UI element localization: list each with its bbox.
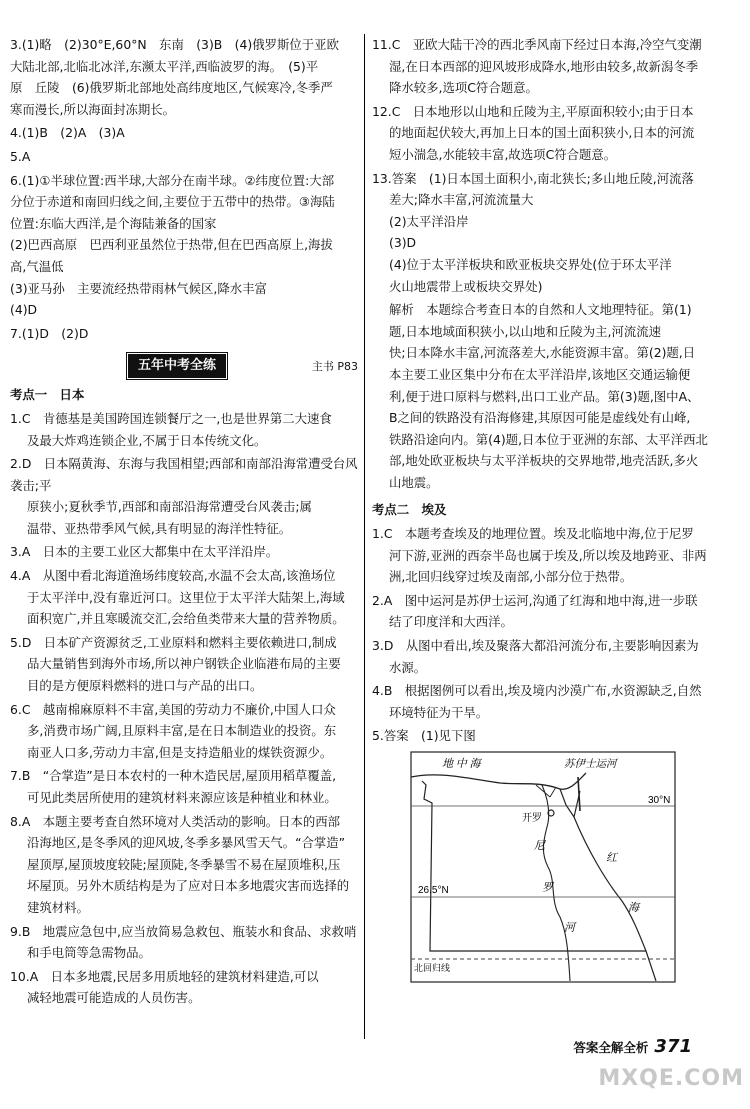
text-line: 5.D 日本矿产资源贫乏,工业原料和燃料主要依赖进口,制成 [10, 634, 337, 650]
answer-q5-egypt: 5.答案 (1)见下图 [372, 728, 476, 744]
text-line: 面积宽广,并且寒暖流交汇,会给鱼类带来大量的营养物质。 [27, 611, 345, 627]
egypt-answer-list [372, 523, 710, 723]
text-line: 原狭小;夏秋季节,西部和南部沿海常遭受台风袭击;属 [27, 499, 312, 515]
answer-q6: 6.(1)①半球位置:西半球,大部分在南半球。②纬度位置:大部 分位于赤道和南回归线之间,主要位于五带中的热带。③海陆 位置:东临大西洋,是个海陆兼备的国家 (2)巴西高原 巴西利亚虽然位于热带,但在巴西高原上,海拔 高,气温低 (3)亚马孙 主要流经热带雨林气候区,降水丰富 (4)D [10, 172, 335, 318]
egypt-map-svg [410, 751, 678, 987]
text-line: 环境特征为干旱。 [389, 704, 489, 720]
text-line: 原 丘陵 (6)俄罗斯北部地处高纬度地区,气候寒冷,冬季严 [10, 80, 333, 96]
answer-item [10, 632, 358, 697]
egypt-map [410, 751, 678, 987]
text-line: 建筑材料。 [27, 899, 89, 915]
watermark: MXQE.COM [598, 1066, 744, 1091]
text-line: 屋顶厚,屋顶坡度较陡;屋顶陡,冬季暴雪不易在屋顶堆积,压 [27, 856, 341, 872]
text-line: 3.A 日本的主要工业区大都集中在太平洋沿岸。 [10, 544, 279, 560]
text-line: 7.B “合掌造”是日本农村的一种木造民居,屋顶用稻草覆盖, [10, 768, 337, 784]
text-line: 10.A 日本多地震,民居多用质地轻的建筑材料建造,可以 [10, 968, 319, 984]
map-label-red-1: 红 [606, 852, 617, 864]
text-line: 3.(1)略 (2)30°E,60°N 东南 (3)B (4)俄罗斯位于亚欧 [10, 37, 339, 52]
text-line: 2.A 图中运河是苏伊士运河,沟通了红海和地中海,进一步联 [372, 592, 698, 608]
section-heading-japan: 考点一 日本 [10, 387, 85, 403]
text-line: 可见此类居所使用的建筑材料来源应该是种植业和林业。 [27, 790, 337, 805]
text-line: 4.B 根据图例可以看出,埃及境内沙漠广布,水资源缺乏,自然 [372, 683, 702, 699]
text-line: 8.A 本题主要考查自然环境对人类活动的影响。日本的西部 [10, 813, 341, 829]
answer-q13: 13.答案 (1)日本国土面积小,南北狭长;多山地丘陵,河流落 差大;降水丰富,河流流量大 (2)太平洋沿岸 (3)D (4)位于太平洋板块和欧亚板块交界处(位于环太平洋 火山地震带上或板块交界处) [372, 170, 694, 294]
column-divider [364, 34, 365, 1039]
text-line: 9.B 地震应急包中,应当放简易急救包、瓶装水和食品、求救哨 [10, 923, 357, 939]
answer-item [10, 966, 358, 1009]
page-footer [573, 1036, 692, 1057]
book-page-reference: 主书 P83 [311, 360, 358, 374]
answer-item [10, 921, 358, 964]
text-line: 及最大炸鸡连锁企业,不属于日本传统文化。 [27, 432, 267, 448]
text-line: 河下游,亚洲的西奈半岛也属于埃及,所以埃及地跨亚、非两 [389, 547, 707, 563]
answer-item [372, 523, 710, 588]
section-banner-row [10, 352, 358, 378]
text-line: 洲,北回归线穿过埃及南部,小部分位于热带。 [389, 569, 633, 585]
section-banner: 五年中考全练 [128, 354, 226, 378]
mediterranean-coastline [411, 773, 586, 789]
red-sea-coastline [574, 817, 656, 981]
text-line: 目的是方便原料燃料的进口与产品的出口。 [27, 678, 263, 694]
text-line: 1.C 肯德基是美国跨国连锁餐厅之一,也是世界第二大速食 [10, 410, 332, 426]
answer-item [372, 635, 710, 678]
answer-q3 [10, 34, 358, 120]
text-line: 3.D 从图中看出,埃及聚落大都沿河流分布,主要影响因素为 [372, 638, 699, 654]
map-label-nile-2: 罗 [542, 882, 553, 894]
map-label-suez: 苏伊士运河 [564, 759, 617, 770]
text-line: 坏屋顶。另外木质结构是为了应对日本多地震灾害而选择的 [27, 878, 350, 894]
map-label-nile-3: 河 [564, 922, 575, 934]
answer-item [10, 765, 358, 808]
text-line: 4.A 从图中看北海道渔场纬度较高,水温不会太高,该渔场位 [10, 568, 336, 584]
text-line: 寒而漫长,所以海面封冻期长。 [10, 101, 176, 117]
footer-label: 答案全解全析 [573, 1040, 649, 1055]
sinai-outline [560, 789, 580, 817]
japan-answer-list [10, 408, 358, 1009]
section-heading-egypt: 考点二 埃及 [372, 502, 447, 518]
answer-item [10, 565, 358, 630]
map-label-mediterranean: 地 中 海 [442, 758, 481, 770]
map-label-nile-1: 尼 [534, 840, 545, 852]
text-line: 6.C 越南棉麻原料不丰富,美国的劳动力不廉价,中国人口众 [10, 701, 336, 717]
answer-q11: 11.C 亚欧大陆干冷的西北季风南下经过日本海,冷空气变潮 湿,在日本西部的迎风坡形成降水,地形由较多,故新潟冬季 降水较多,选项C符合题意。 [372, 37, 702, 96]
text-line: 2.D 日本隔黄海、东海与我国相望;西部和南部沿海常遭受台风袭击;平 [10, 456, 358, 493]
answer-item [10, 699, 358, 764]
answer-q5: 5.A [10, 148, 31, 164]
answer-item [10, 541, 358, 563]
answer-item [10, 408, 358, 451]
text-line: 品大量销售到海外市场,所以神户钢铁企业临港布局的主要 [27, 656, 341, 672]
page-number: 371 [654, 1036, 692, 1057]
text-line: 1.C 本题考查埃及的地理位置。埃及北临地中海,位于尼罗 [372, 526, 694, 542]
answer-item [372, 590, 710, 633]
answer-item [10, 453, 358, 539]
text-line: 减轻地震可能造成的人员伤害。 [27, 990, 201, 1006]
answer-item [372, 680, 710, 723]
map-label-tropic: 北回归线 [414, 963, 451, 973]
left-column [10, 34, 358, 1011]
text-line: 多,消费市场广阔,且原料丰富,是在日本制造业的投资。东 [27, 723, 337, 739]
text-line: 大陆北部,北临北冰洋,东濒太平洋,西临波罗的海。 (5)平 [10, 58, 319, 74]
text-line: 温带、亚热带季风气候,具有明显的海洋性特征。 [27, 520, 292, 536]
text-line: 结了印度洋和大西洋。 [389, 614, 513, 630]
answer-item [10, 811, 358, 919]
text-line: 和手电筒等急需物品。 [27, 945, 151, 961]
map-label-red-2: 海 [628, 902, 639, 914]
map-label-cairo: 开罗 [522, 813, 542, 824]
text-line: 南亚人口多,劳动力丰富,但是支持造船业的煤铁资源少。 [27, 744, 333, 760]
text-line: 水源。 [389, 659, 427, 675]
egypt-border [422, 781, 646, 951]
map-label-26-5n: 26.5°N [418, 885, 449, 896]
answer-q7: 7.(1)D (2)D [10, 325, 89, 341]
text-line: 沿海地区,是冬季风的迎风坡,冬季多暴风雪天气。“合掌造” [27, 835, 346, 851]
answer-q13-analysis: 解析 本题综合考查日本的自然和人文地理特征。第(1) 题,日本地域面积狭小,以山地和丘陵为主,河流流速 快;日本降水丰富,河流落差大,水能资源丰富。第(2)题,日 本主要工业区集中分布在太平洋沿岸,该地区交通运输便 利,便于进口原料与燃料,出口工业产品。第(3)题,图中A、 B之间的铁路没有沿海修建,其原因可能是虚线处有山峰, 铁路沿途向内。第(4)题,日本位于亚洲的东部、太平洋西北 部,地处欧亚板块与太平洋板块的交界地带,地壳活跃,多火 山地震。 [389, 302, 708, 490]
answer-q12: 12.C 日本地形以山地和丘陵为主,平原面积较小;由于日本 的地面起伏较大,再加上日本的国土面积狭小,日本的河流 短小湍急,水能较丰富,故选项C符合题意。 [372, 103, 695, 162]
answer-q4: 4.(1)B (2)A (3)A [10, 125, 125, 141]
text-line: 于太平洋中,没有靠近河口。这里位于太平洋大陆架上,海域 [27, 589, 345, 605]
right-column [372, 34, 710, 987]
map-label-30n: 30°N [648, 795, 671, 806]
